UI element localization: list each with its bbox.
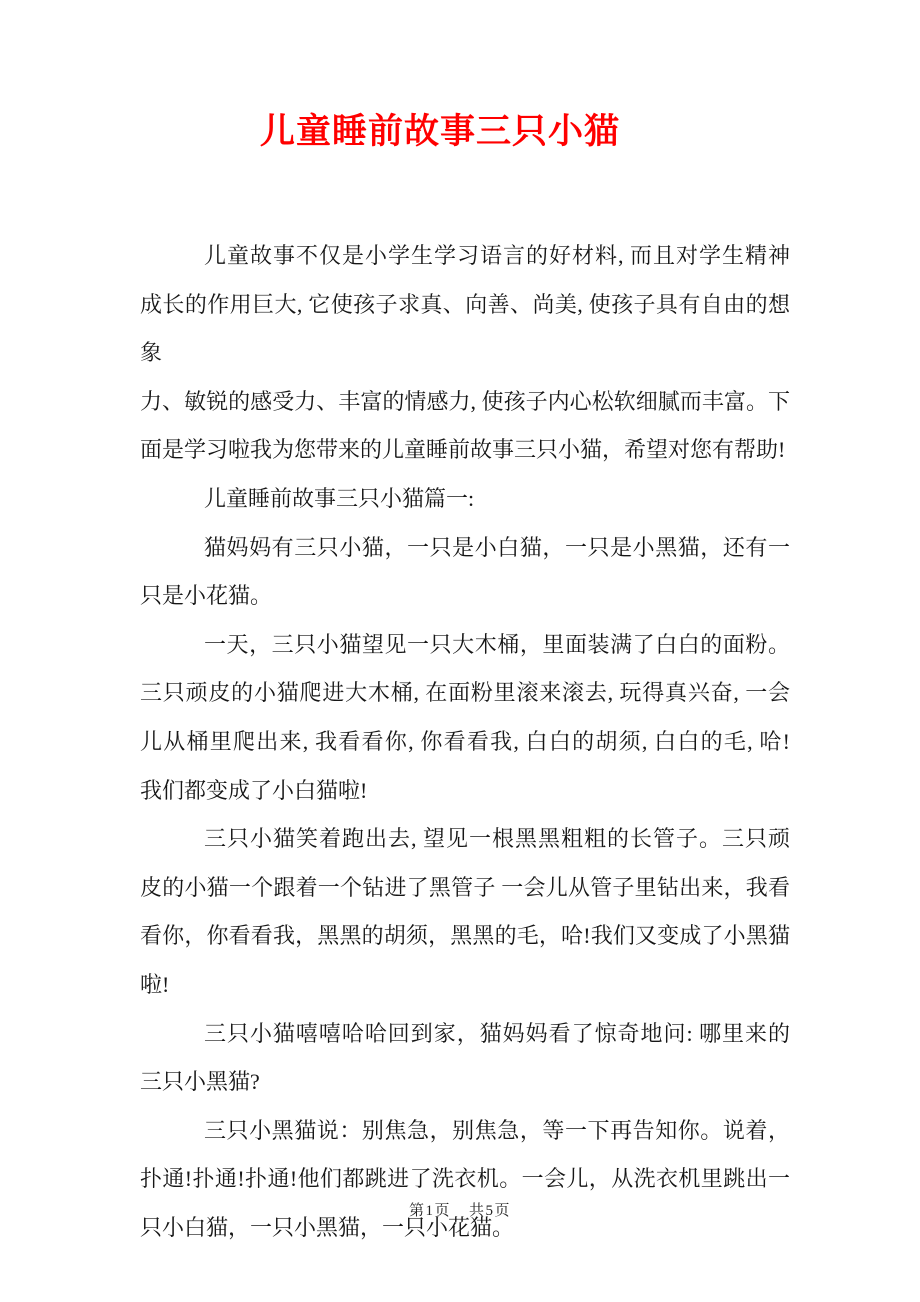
text-line: 三只小猫嘻嘻哈哈回到家，猫妈妈看了惊奇地问: 哪里来的	[204, 1020, 790, 1046]
paragraph	[140, 1107, 790, 1253]
text-line: 三只小猫笑着跑出去, 望见一根黑黑粗粗的长管子。三只顽	[204, 826, 790, 852]
text-line: 一天，三只小猫望见一只大木桶，里面装满了白白的面粉。	[204, 631, 790, 657]
page-footer	[0, 1199, 920, 1220]
text-line: 三只小黑猫?	[140, 1069, 260, 1095]
document-body	[140, 232, 790, 1252]
paragraph	[140, 621, 790, 815]
text-line: 只小白猫，一只小黑猫，一只小花猫。	[140, 1214, 515, 1240]
text-line: 儿童故事不仅是小学生学习语言的好材料, 而且对学生精神	[204, 243, 790, 268]
text-line: 力、敏锐的感受力、丰富的情感力, 使孩子内心松软细腻而丰富。下	[140, 388, 790, 414]
footer-total-pages: 共5页	[469, 1203, 512, 1219]
paragraph	[140, 1010, 790, 1107]
page-title: 儿童睡前故事三只小猫	[259, 112, 620, 151]
paragraph	[140, 232, 790, 475]
text-line: 面是学习啦我为您带来的儿童睡前故事三只小猫，希望对您有帮助!	[140, 437, 786, 463]
text-line: 猫妈妈有三只小猫，一只是小白猫，一只是小黑猫，还有一	[204, 534, 790, 560]
text-line: 只是小花猫。	[140, 583, 273, 609]
text-line: 我们都变成了小白猫啦!	[140, 777, 368, 803]
paragraph	[140, 524, 790, 621]
text-line: 扑通!扑通!扑通!他们都跳进了洗衣机。一会儿，从洗衣机里跳出一	[140, 1166, 790, 1192]
text-line: 三只小黑猫说：别焦急，别焦急，等一下再告知你。说着，	[204, 1117, 790, 1143]
footer-current-page: 第1页	[408, 1203, 451, 1219]
text-line: 皮的小猫一个跟着一个钻进了黑管子 一会儿从管子里钻出来，我看	[140, 874, 790, 900]
text-line: 看你，你看看我，黑黑的胡须，黑黑的毛，哈!我们又变成了小黑猫	[140, 923, 790, 949]
text-line: 儿童睡前故事三只小猫篇一:	[204, 485, 475, 511]
text-line: 啦!	[140, 971, 170, 997]
paragraph	[140, 815, 790, 1009]
text-line: 成长的作用巨大, 它使孩子求真、向善、尚美, 使孩子具有自由的想象	[140, 291, 790, 366]
paragraph	[140, 475, 790, 524]
text-line: 儿从桶里爬出来, 我看看你, 你看看我, 白白的胡须, 白白的毛, 哈!	[140, 728, 790, 754]
text-line: 三只顽皮的小猫爬进大木桶, 在面粉里滚来滚去, 玩得真兴奋, 一会	[140, 680, 790, 706]
